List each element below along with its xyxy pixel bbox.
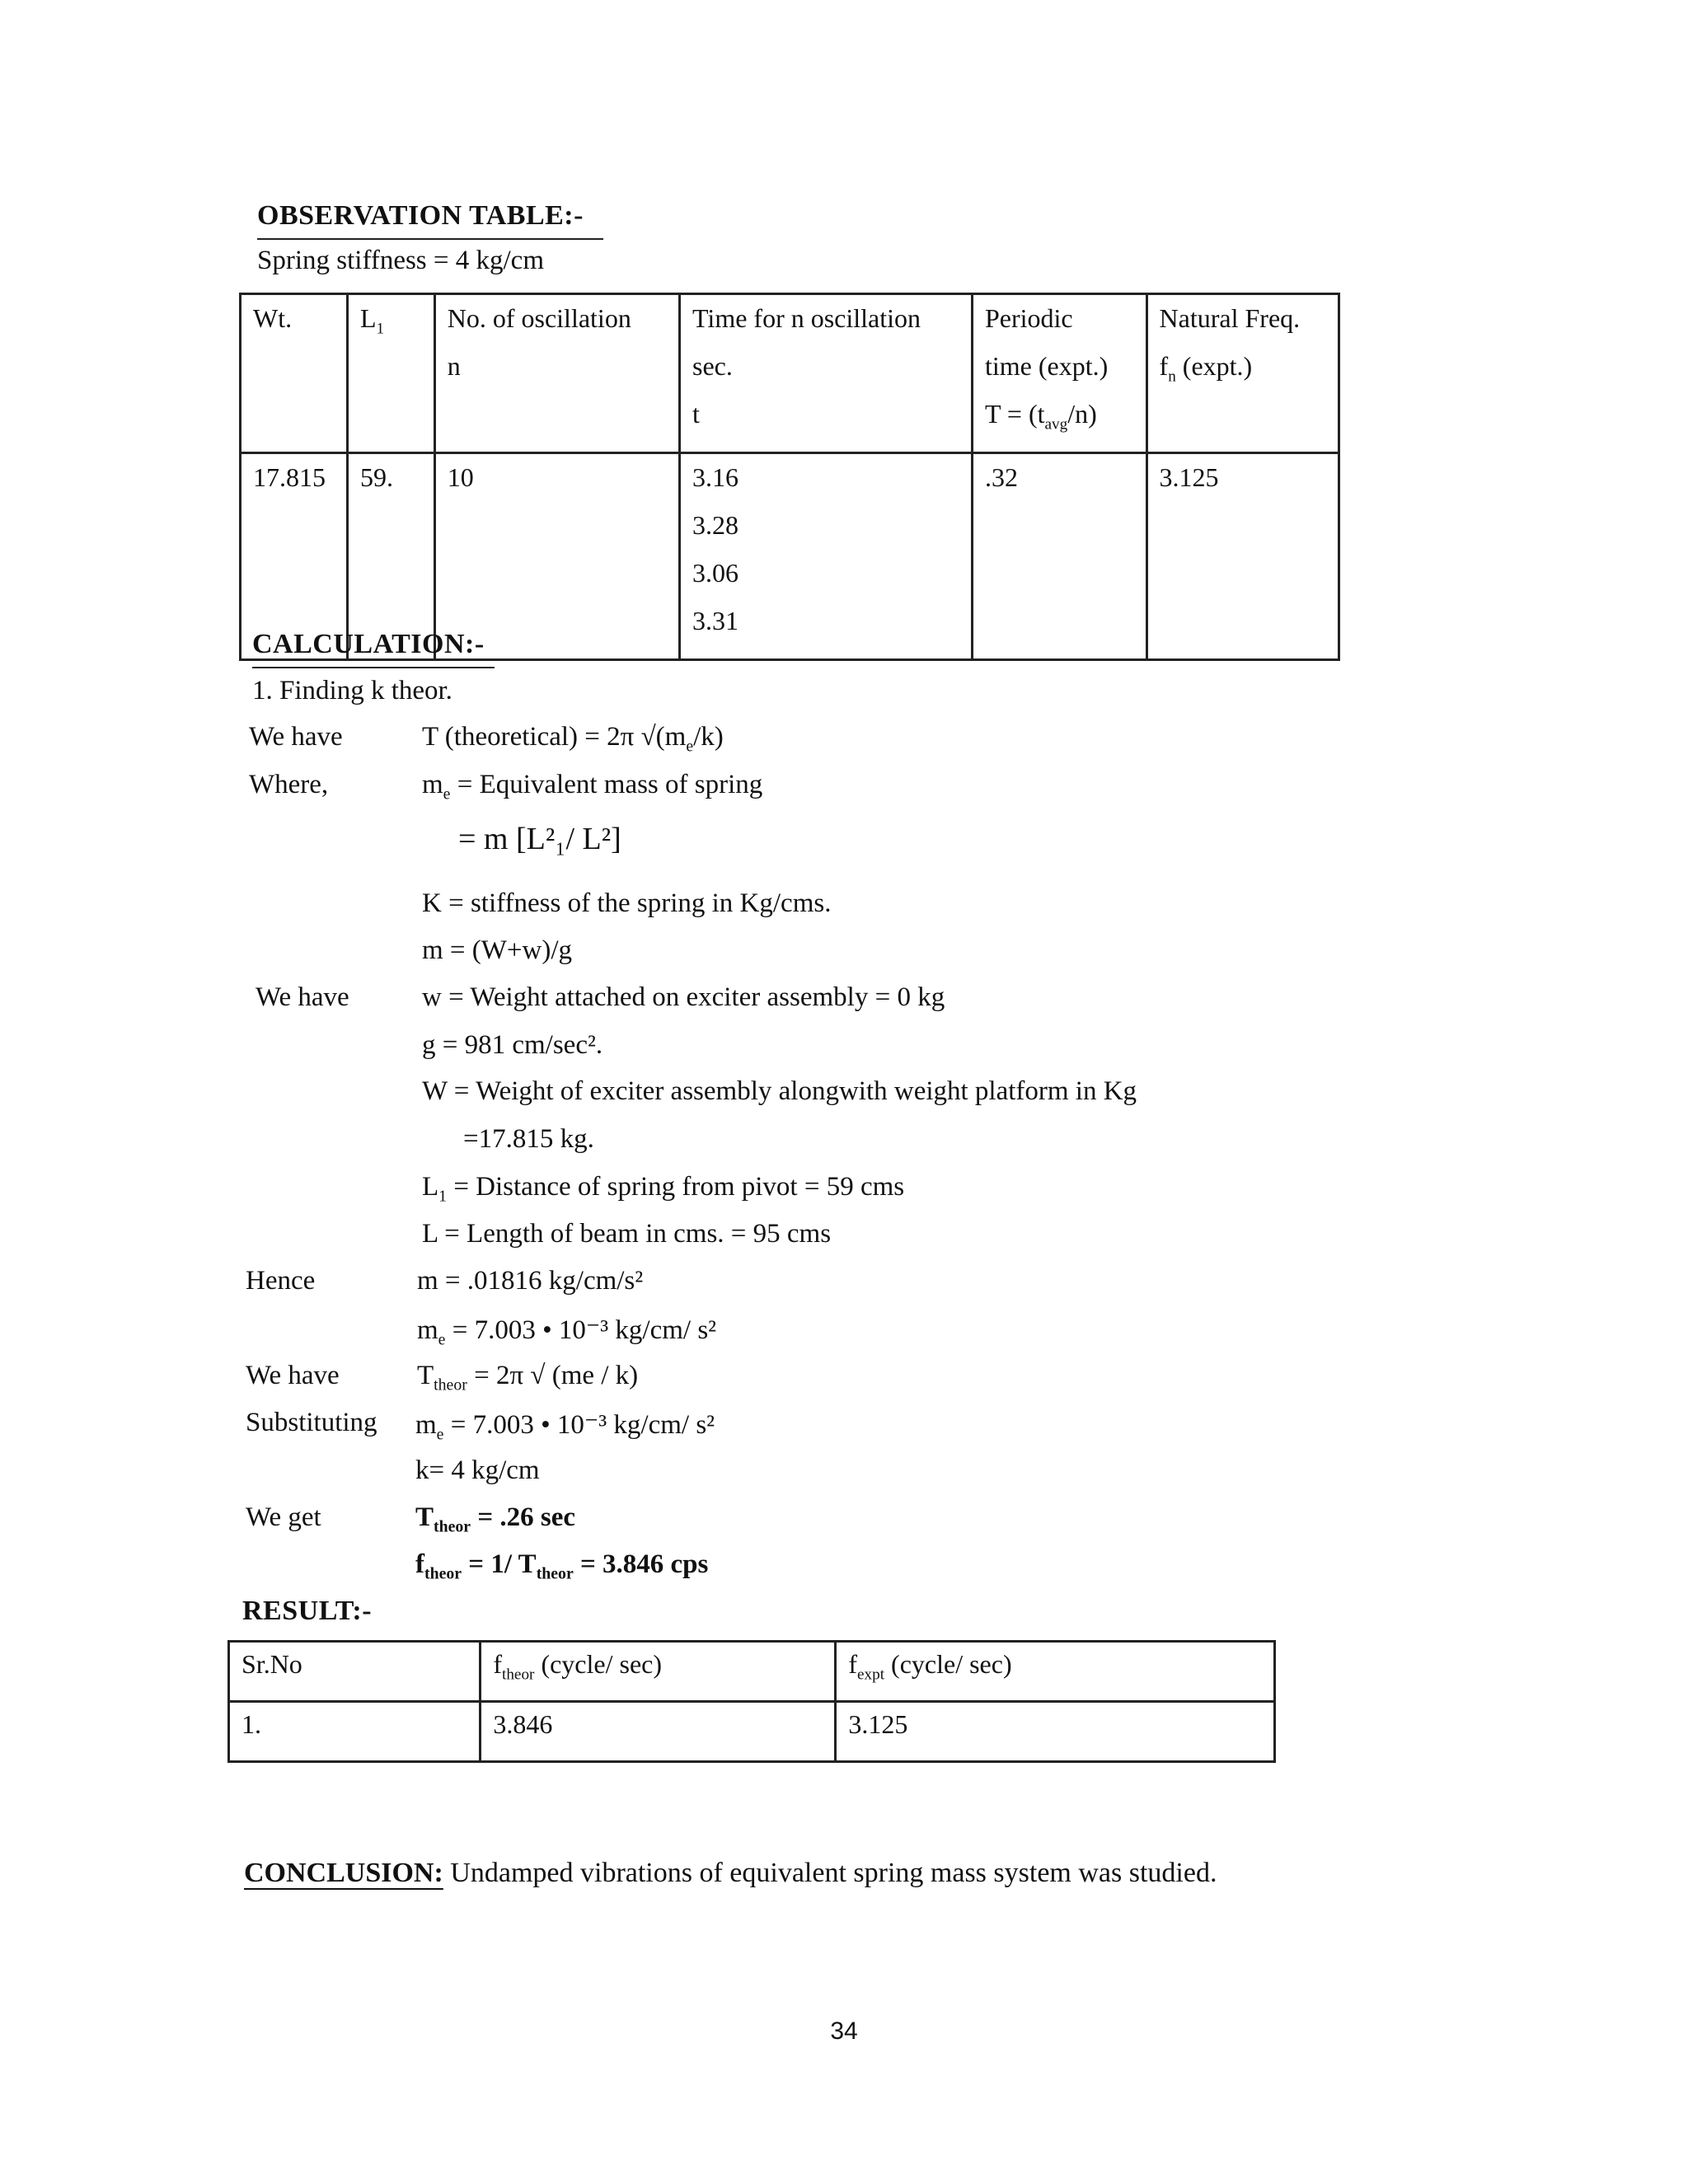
observation-header-row [241, 294, 1339, 453]
eq-mass-value: m = .01816 kg/cm/s² [417, 1266, 644, 1296]
eq-t-theor: $T_{theor} = 2\pi$ √ (me / k) [417, 1361, 639, 1394]
col-ftheor-header: $f_{theor}$ (cycle/ sec) [481, 1642, 836, 1702]
eq-substitute-me: $m_e = 7.003$ • 10⁻³ kg/cm/ s² [415, 1410, 715, 1444]
eq-equivalent-mass: $m_e$ = Equivalent mass of spring [422, 770, 763, 804]
conclusion-text: Undamped vibrations of equivalent spring mass system was studied. [443, 1858, 1217, 1888]
cell-wt: 17.815 [241, 453, 348, 660]
eq-mass: m = (W+w)/g [422, 935, 573, 965]
result-table [227, 1640, 1276, 1763]
col-oscillation-header: No. of oscillation n [434, 294, 679, 453]
cell-times [680, 453, 973, 660]
observation-heading: OBSERVATION TABLE:- [257, 200, 584, 232]
label-we-have: We have [256, 982, 349, 1012]
label-we-have: We have [246, 1361, 340, 1390]
cell-fexpt: 3.125 [836, 1702, 1275, 1762]
spring-stiffness-text: Spring stiffness = 4 kg/cm [257, 246, 544, 275]
cell-n: 10 [434, 453, 679, 660]
eq-exciter-weight-value: =17.815 kg. [463, 1124, 594, 1154]
col-frequency-header: Natural Freq. $f_n$ (expt.) [1146, 294, 1339, 453]
col-l1-header: $L_1$ [347, 294, 434, 453]
col-time-header: Time for n oscillation sec. t [680, 294, 973, 453]
calc-step-1: 1. Finding k theor. [252, 676, 452, 705]
cell-ftheor: 3.846 [481, 1702, 836, 1762]
label-we-get: We get [246, 1502, 321, 1532]
eq-equivalent-mass-formula: = m [L²₁/ L²] [458, 822, 621, 856]
time-value: 3.16 [692, 462, 738, 492]
time-value: 3.28 [692, 510, 738, 540]
cell-period: .32 [972, 453, 1146, 660]
eq-f-theor-result: $f_{theor} = 1/$ $T_{theor} = 3.846$ cps [415, 1549, 709, 1583]
label-we-have: We have [249, 722, 343, 752]
result-header-row [229, 1642, 1275, 1702]
heading-underline [252, 667, 495, 668]
eq-weight-attached: w = Weight attached on exciter assembly = 0 kg [422, 982, 945, 1012]
calculation-heading: CALCULATION:- [252, 629, 485, 660]
label-where: Where, [249, 770, 329, 799]
eq-t-theor-result: $T_{theor} = .26$ sec [415, 1502, 576, 1536]
observation-table [239, 293, 1340, 661]
conclusion [244, 1858, 1217, 1889]
col-srno-header: Sr.No [229, 1642, 481, 1702]
page-number: 34 [830, 2018, 858, 2045]
eq-stiffness: K = stiffness of the spring in Kg/cms. [422, 888, 832, 918]
cell-srno: 1. [229, 1702, 481, 1762]
time-value: 3.31 [692, 606, 738, 635]
heading-underline [257, 238, 603, 240]
result-data-row [229, 1702, 1275, 1762]
label-hence: Hence [246, 1266, 316, 1296]
col-fexpt-header: $f_{expt}$ (cycle/ sec) [836, 1642, 1275, 1702]
cell-l1: 59. [347, 453, 434, 660]
eq-gravity: g = 981 cm/sec². [422, 1030, 603, 1060]
eq-l1-distance: $L_1$ = Distance of spring from pivot = 59 cms [422, 1172, 905, 1206]
eq-substitute-k: k= 4 kg/cm [415, 1455, 540, 1485]
time-value: 3.06 [692, 558, 738, 588]
label-substituting: Substituting [246, 1408, 377, 1437]
eq-t-theoretical: T (theoretical) = 2π $√(m_e/k)$ [422, 722, 724, 756]
col-period-header: Periodic time (expt.) $T = (t_{avg}/n)$ [972, 294, 1146, 453]
conclusion-label: CONCLUSION: [244, 1858, 443, 1888]
eq-equivalent-mass-value: $m_e = 7.003$ • 10⁻³ kg/cm/ s² [417, 1315, 717, 1349]
eq-exciter-weight: W = Weight of exciter assembly alongwith weight platform in Kg [422, 1076, 1137, 1106]
eq-beam-length: L = Length of beam in cms. = 95 cms [422, 1219, 832, 1249]
result-heading: RESULT:- [242, 1596, 373, 1626]
cell-frequency: 3.125 [1146, 453, 1339, 660]
col-wt-header: Wt. [241, 294, 348, 453]
